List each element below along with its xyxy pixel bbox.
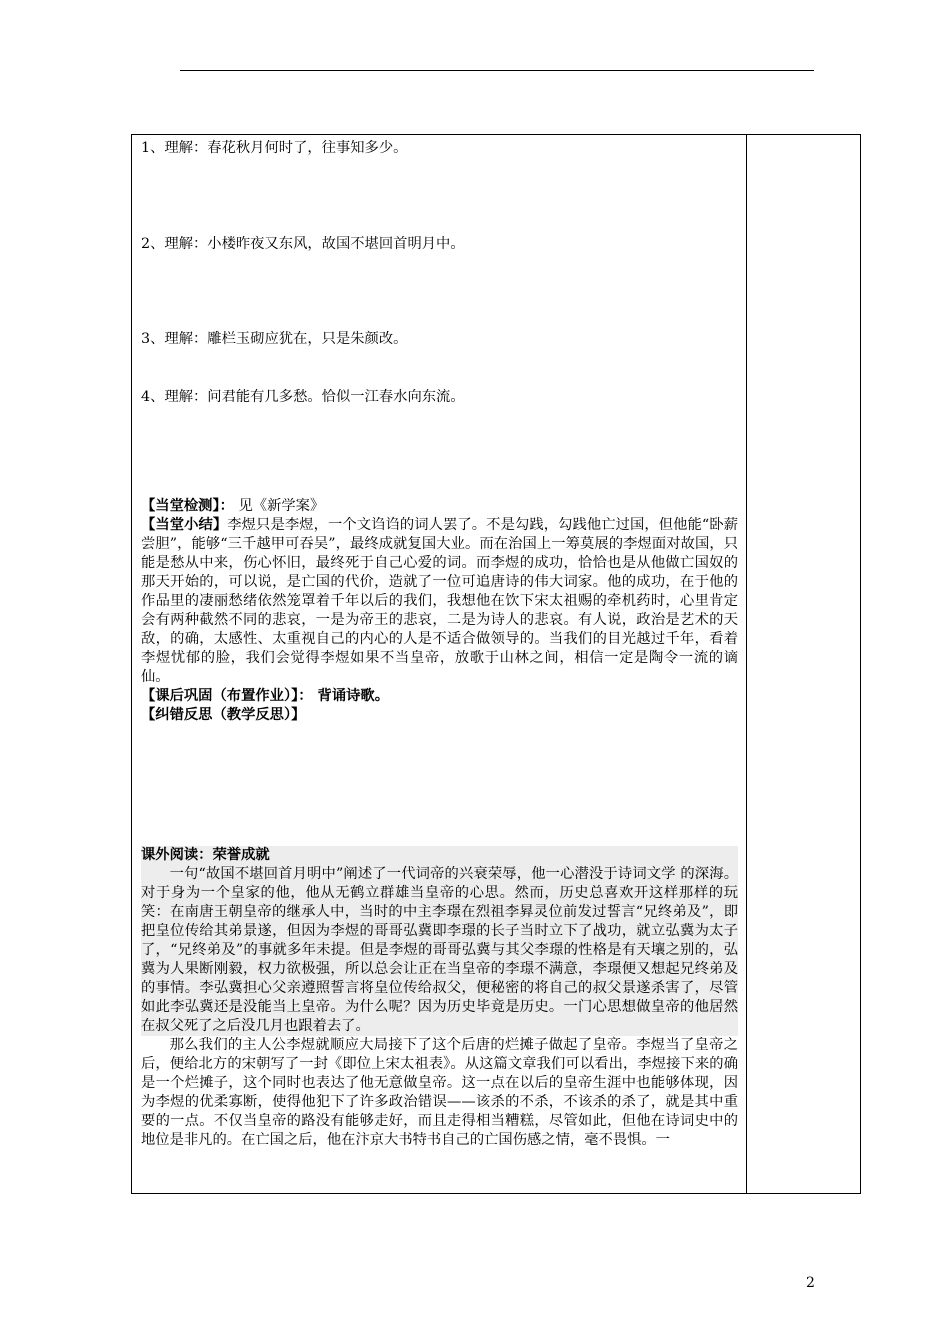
reflection-label: 【纠错反思（教学反思）】 <box>141 707 306 723</box>
question-2: 2、理解：小楼昨夜又东风，故国不堪回首明月中。 <box>141 236 465 252</box>
reading-paragraph-1: 一句“故国不堪回首月明中”阐述了一代词帝的兴衰荣辱，他一心潜没于诗词文学 的深海。对于身为一个皇家的他，他从无鹤立群雄当皇帝的心思。然而，历史总喜欢开这样那样的玩笑：在南唐王朝皇帝的继承人中，当时的中主李璟在烈祖李昪灵位前发过誓言“兄终弟及”，即把皇位传给其弟景遂，但因为李煜的哥哥弘冀即李璟的长子当时立下了战功，就立弘冀为太子了，“兄终弟及”的事就多年未提。但是李煜的哥哥弘冀与其父李璟的性格是有天壤之别的，弘冀为人果断刚毅，权力欲极强，所以总会让正在当皇帝的李璟不满意，李璟便又想起兄终弟及的事情。李弘冀担心父亲遵照誓言将皇位传给叔父，便秘密的将自己的叔父景遂杀害了，尽管如此李弘冀还是没能当上皇帝。为什么呢？因为历史毕竟是历史。一门心思想做皇帝的他居然在叔父死了之后没几月也跟着去了。 <box>141 866 738 1034</box>
in-class-summary <box>141 516 738 687</box>
in-class-summary-label: 【当堂小结】 <box>141 517 228 533</box>
in-class-summary-text: 李煜只是李煜，一个文诌诌的词人罢了。不是勾践，勾践他亡过国，但他能“卧薪尝胆”，能够“三千越甲可吞吴”，最终成就复国大业。而在治国上一筹莫展的李煜面对故国，只能是愁从中来，伤心怀旧，最终死于自己心爱的词。而李煜的成功，恰恰也是从他做亡国奴的那天开始的，可以说，是亡国的代价，造就了一位可追唐诗的伟大词家。他的成功，在于他的作品里的凄丽愁绪依然笼罩着千年以后的我们，我想他在饮下宋太祖赐的牵机药时，心里肯定会有两种截然不同的悲哀，一是为帝王的悲哀，二是为诗人的悲哀。有人说，政治是艺术的天敌，的确，太感性、太重视自己的内心的人是不适合做领导的。当我们的目光越过千年，看着李煜忧郁的脸，我们会觉得李煜如果不当皇帝，放歌于山林之间，相信一定是陶令一流的谪仙。 <box>141 517 738 685</box>
page-number: 2 <box>806 1275 815 1291</box>
homework-label: 【课后巩固（布置作业）】： <box>141 688 313 704</box>
header-rule <box>180 70 814 71</box>
column-divider <box>746 134 747 1194</box>
question-3: 3、理解：雕栏玉砌应犹在，只是朱颜改。 <box>141 331 408 347</box>
extracurricular-reading <box>141 846 738 1150</box>
lesson-summary-section <box>141 497 738 725</box>
in-class-test-text: 见《新学案》 <box>238 498 325 514</box>
reading-title: 课外阅读：荣誉成就 <box>141 846 738 865</box>
reading-paragraph-2: 那么我们的主人公李煜就顺应大局接下了这个后唐的烂摊子做起了皇帝。李煜当了皇帝之后，便给北方的宋朝写了一封《即位上宋太祖表》。从这篇文章我们可以看出，李煜接下来的确是一个烂摊子，这个同时也表达了他无意做皇帝。这一点在以后的皇帝生涯中也能够体现，因为李煜的优柔寡断，使得他犯下了许多政治错误——该杀的不杀，不该杀的杀了，就是其中重要的一点。不仅当皇帝的路没有能够走好，而且走得相当糟糕，尽管如此，但他在诗词史中的地位是非凡的。在亡国之后，他在汴京大书特书自己的亡国伤感之情，毫不畏惧。一 <box>141 1037 738 1148</box>
in-class-test-label: 【当堂检测】： <box>141 498 234 514</box>
question-4: 4、理解：问君能有几多愁。恰似一江春水向东流。 <box>141 389 465 405</box>
homework-text: 背诵诗歌。 <box>317 688 390 704</box>
homework <box>141 687 738 706</box>
question-1: 1、理解：春花秋月何时了，往事知多少。 <box>141 140 408 156</box>
in-class-test <box>141 497 738 516</box>
